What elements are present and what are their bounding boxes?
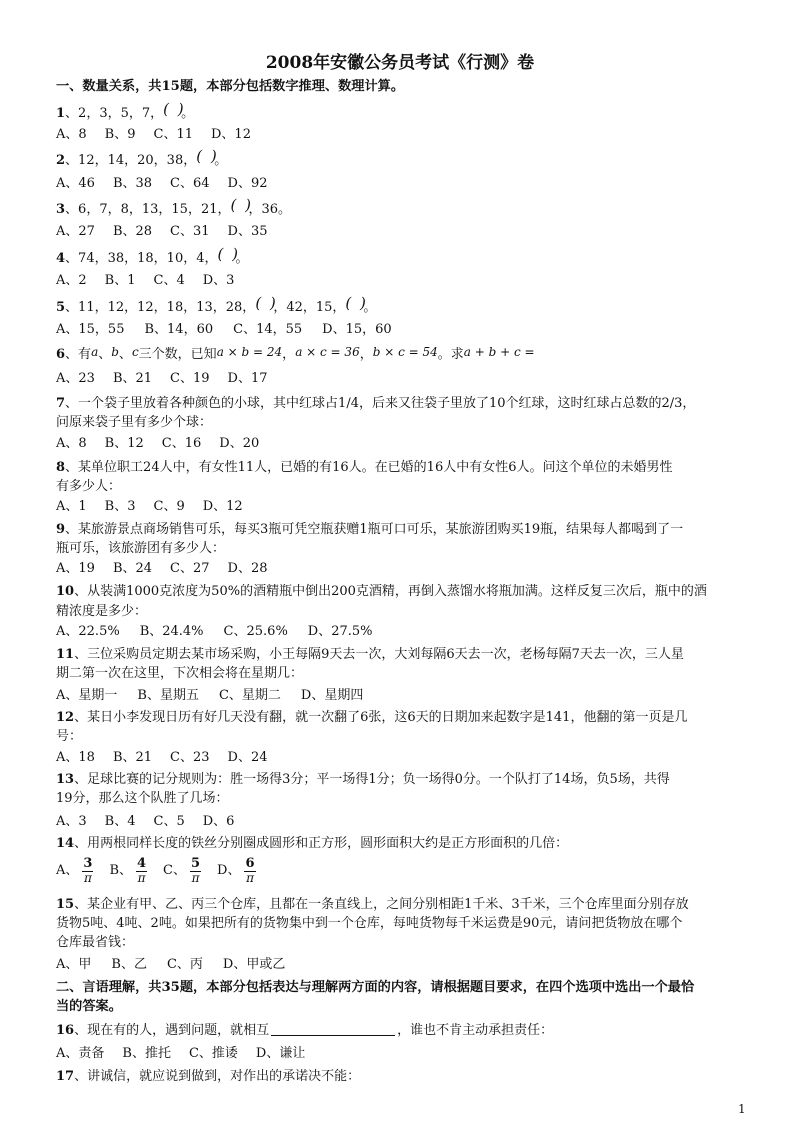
answer-blank: ( ) [345,294,368,312]
option-d: D、17 [227,371,268,386]
question-number: 16 [56,1023,75,1038]
question-text: 、足球比赛的记分规则为：胜一场得3分；平一场得1分；负一场得0分。一个队打了14场，负5场，共得 [74,772,670,787]
options-8 [56,499,261,515]
option-c: C、14，55 [233,322,303,337]
question-text: 、74，38，18，10，4， [65,251,218,266]
option-c: C、9 [153,499,185,514]
numerator: 6 [245,855,255,871]
option-d: D、谦让 [255,1046,306,1061]
options-16 [56,1046,323,1062]
options-2 [56,176,286,192]
question-text-end: 。 [363,300,377,315]
question-6 [56,346,535,363]
question-5 [56,294,377,316]
options-4 [56,273,252,289]
options-6 [56,371,286,387]
option-d: D、12 [211,127,251,142]
separator: 、 [98,347,112,362]
option-c: C、星期二 [218,688,281,703]
numerator: 5 [191,855,201,871]
option-label: C、 [163,863,186,878]
options-13 [56,814,252,830]
answer-blank: ( ) [230,196,253,214]
question-text-end: 。 [235,251,249,266]
option-a: A、责备 [56,1046,105,1061]
question-text: 、从装满1000克浓度为50%的酒精瓶中倒出200克酒精，再倒入蒸馏水将瓶加满。这样反复三次后，瓶中的酒 [74,584,707,599]
question-2 [56,147,228,169]
numerator: 4 [137,855,147,871]
option-b: B、14，60 [144,322,214,337]
option-a: A、19 [56,561,95,576]
fraction [136,857,147,885]
fraction [190,857,201,885]
question-number: 17 [56,1069,75,1084]
equation-ab: a × b = 24 [216,345,283,359]
option-a: A、2 [56,273,87,288]
option-b: B、28 [112,224,153,239]
question-text: 、12，14，20，38， [65,153,197,168]
page-number: 1 [738,1102,746,1116]
equation-bc: b × c = 54 [372,345,438,359]
option-b: B、9 [104,127,136,142]
option-b: B、38 [112,176,153,191]
option-d: D、6 [202,814,235,829]
option-a: A、8 [56,436,87,451]
option-b: B、星期五 [137,688,199,703]
question-text-end: ，36。 [248,202,292,217]
question-text: 、某日小李发现日历有好几天没有翻，就一次翻了6张，这6天的日期加来起数字是141，他翻的第一页是几 [74,710,688,725]
option-a: A、1 [56,499,87,514]
option-b: B、1 [104,273,136,288]
option-b: B、4 [104,814,136,829]
fill-blank-line [271,1022,395,1036]
option-d: D、35 [227,224,268,239]
fraction [244,857,255,885]
options-5 [56,322,412,338]
denominator: π [83,870,92,885]
question-11-line-2: 期二第一次在这里，下次相会将在星期几： [56,666,304,681]
option-d: D、星期四 [300,688,364,703]
question-1 [56,100,195,122]
question-text-mid: ，42，15， [273,300,346,315]
option-b: B、24 [112,561,153,576]
question-7 [56,396,695,412]
option-c: C、64 [170,176,210,191]
denominator: π [246,870,254,885]
denominator: π [137,870,146,885]
question-number: 1 [56,106,66,121]
equation-ac: a × c = 36 [295,345,360,359]
option-a: A、46 [56,176,95,191]
option-c: C、27 [170,561,210,576]
question-number: 5 [56,300,66,315]
option-c: C、4 [153,273,185,288]
fraction [82,857,93,885]
option-label: B、 [109,863,132,878]
separator: ， [282,347,296,362]
options-10 [56,624,393,640]
options-7 [56,436,277,452]
question-15-line-2: 货物5吨、4吨、2吨。如果把所有的货物集中到一个仓库，每吨货物每千米运费是90元，请问把货物放在哪个 [56,916,683,931]
question-13-line-2: 19分，那么这个队胜了几场： [56,791,229,806]
question-10 [56,584,707,600]
question-text: 、现在有的人，遇到问题，就相互 [74,1023,270,1038]
option-a: A、23 [56,371,95,386]
answer-blank: ( ) [196,147,219,165]
question-text: 、2，3，5，7， [65,106,164,121]
question-15-line-3: 仓库最省钱： [56,935,135,950]
option-a: A、18 [56,750,95,765]
question-number: 6 [56,347,66,362]
option-c: C、丙 [166,957,203,972]
option-b: B、21 [112,750,153,765]
option-d: D、28 [227,561,268,576]
denominator: π [191,870,200,885]
separator: 、 [118,347,132,362]
question-text: 、用两根同样长度的铁丝分别圈成圆形和正方形，圆形面积大约是正方形面积的几倍： [74,836,569,851]
option-b: B、推托 [122,1046,171,1061]
question-number: 11 [56,647,75,662]
option-c: C、16 [161,436,202,451]
question-12 [56,710,687,726]
options-14 [56,854,272,888]
option-a: A、星期一 [56,688,118,703]
equation-sum: a + b + c = [463,345,535,359]
question-text: 、某企业有甲、乙、丙三个仓库，且都在一条直线上，之间分别相距1千米、3千米，三个仓库里面分别存放 [74,897,689,912]
question-7-line-2: 问原来袋子里有多少个球： [56,415,213,430]
option-d: D、27.5% [307,624,373,639]
option-a: A、甲 [56,957,92,972]
var-a: a [91,345,99,359]
option-d: D、24 [227,750,268,765]
question-3 [56,196,292,218]
option-c: C、31 [170,224,210,239]
answer-blank: ( ) [163,100,186,118]
question-number: 12 [56,710,75,725]
question-15 [56,897,689,913]
option-d: D、12 [202,499,243,514]
separator: ， [359,347,373,362]
option-b: B、21 [112,371,153,386]
question-text-end: ，谁也不肯主动承担责任： [397,1023,554,1038]
numerator: 3 [83,855,93,871]
option-c [163,854,205,888]
question-text: 、11，12，12，18，13，28， [65,300,256,315]
question-13 [56,772,670,788]
var-c: c [131,345,139,359]
options-15 [56,957,305,973]
option-d: D、15，60 [322,322,392,337]
question-8-line-2: 有多少人： [56,479,122,494]
options-1 [56,127,269,143]
answer-blank: ( ) [255,294,278,312]
option-b [109,854,151,888]
option-b: B、12 [104,436,144,451]
question-9 [56,522,683,538]
question-number: 8 [56,460,66,475]
option-a: A、3 [56,814,87,829]
question-text-end: 。 [181,106,195,121]
option-a [56,854,97,888]
question-number: 13 [56,772,75,787]
question-text: 、6，7，8，13，15，21， [65,202,231,217]
var-b: b [111,345,119,359]
section-2-heading: 二、言语理解，共35题，本部分包括表达与理解两方面的内容，请根据题目要求，在四个选项中选出一个最恰 [56,980,695,995]
question-4 [56,245,249,267]
question-text: 、某单位职工24人中，有女性11人，已婚的有16人。在已婚的16人中有女性6人。问这个单位的未婚男性 [65,460,673,475]
option-b: B、24.4% [139,624,204,639]
question-number: 14 [56,836,75,851]
option-c: C、19 [170,371,210,386]
question-12-line-2: 号： [56,729,83,744]
options-9 [56,561,286,577]
question-text: 、有 [65,347,92,362]
question-8 [56,460,673,476]
question-text: 、某旅游景点商场销售可乐，每买3瓶可凭空瓶获赠1瓶可口可乐，某旅游团购买19瓶，结果每人都喝到了一 [65,522,684,537]
options-3 [56,224,286,240]
question-text: 三个数，已知 [138,347,217,362]
question-number: 4 [56,251,66,266]
question-text-end: 。 [214,153,228,168]
question-16 [56,1022,553,1039]
option-a: A、8 [56,127,87,142]
option-c: C、25.6% [223,624,288,639]
option-a: A、22.5% [56,624,120,639]
option-label: D、 [217,863,241,878]
question-14 [56,836,568,852]
question-number: 2 [56,153,66,168]
question-text: 、一个袋子里放着各种颜色的小球，其中红球占1/4，后来又往袋子里放了10个红球，这时红球占总数的2/3， [65,396,696,411]
option-b: B、3 [104,499,136,514]
option-label: A、 [56,863,79,878]
question-text: 、讲诚信，就应说到做到，对作出的承诺决不能： [74,1069,361,1084]
question-9-line-2: 瓶可乐，该旅游团有多少人： [56,541,226,556]
question-number: 15 [56,897,75,912]
option-d [217,854,259,888]
option-c: C、5 [153,814,185,829]
options-12 [56,750,286,766]
option-a: A、15，55 [56,322,125,337]
question-17 [56,1069,360,1085]
question-11 [56,647,684,663]
option-c: C、推诿 [188,1046,238,1061]
question-number: 10 [56,584,75,599]
answer-blank: ( ) [217,245,240,263]
question-number: 9 [56,522,66,537]
section-2-heading-line-2: 当的答案。 [56,999,122,1014]
option-d: D、3 [202,273,235,288]
question-text: 。求 [437,347,464,362]
option-b: B、乙 [111,957,147,972]
option-a: A、27 [56,224,95,239]
question-text: 、三位采购员定期去某市场采购，小王每隔9天去一次，大刘每隔6天去一次，老杨每隔7天去一次，三人星 [74,647,684,662]
question-number: 7 [56,396,66,411]
page-title: 2008年安徽公务员考试《行测》卷 [265,53,535,73]
question-10-line-2: 精浓度是多少： [56,604,148,619]
section-1-heading: 一、数量关系，共15题，本部分包括数字推理、数理计算。 [56,79,405,94]
option-c: C、23 [170,750,210,765]
option-d: D、甲或乙 [222,957,286,972]
option-c: C、11 [153,127,193,142]
options-11 [56,688,383,704]
option-d: D、92 [227,176,268,191]
option-d: D、20 [219,436,260,451]
question-number: 3 [56,202,66,217]
